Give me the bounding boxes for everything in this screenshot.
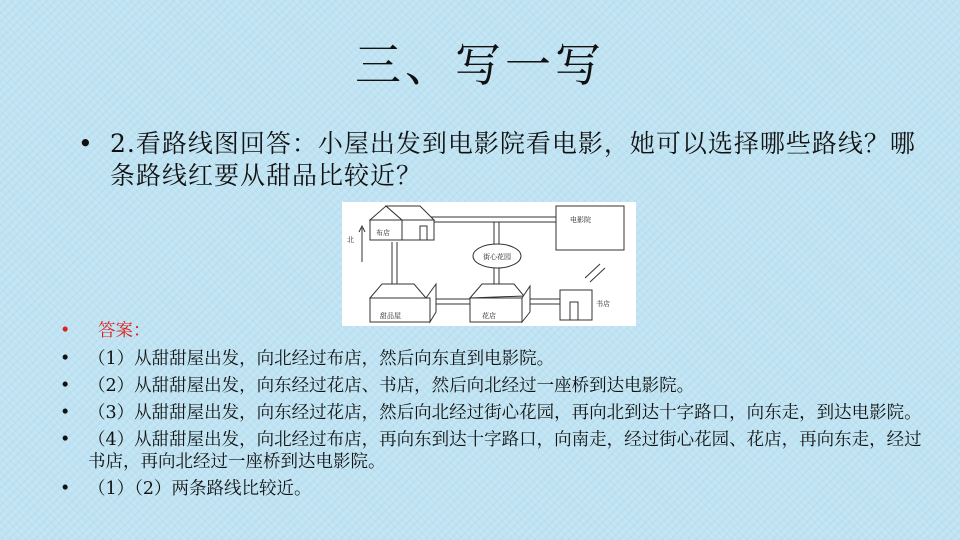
- answers-header-text: 答案：: [98, 321, 151, 341]
- answer-text: （3）从甜甜屋出发，向东经过花店，然后向北经过街心花园，再向北到达十字路口，向东走，到达电影院。: [88, 403, 922, 423]
- list-bullet: •: [60, 479, 71, 499]
- hua-dian-house-icon: [470, 284, 530, 322]
- list-bullet: •: [60, 321, 71, 341]
- answer-text: （4）从甜甜屋出发，向北经过布店，再向东到达十字路口，向南走，经过街心花园、花店，再向东走，经过书店，再向北经过一座桥到达电影院。: [88, 430, 922, 472]
- answers-list: [60, 320, 930, 500]
- list-bullet: •: [60, 430, 71, 450]
- central-garden-label: 街心花园: [483, 253, 511, 261]
- list-bullet: •: [60, 376, 71, 396]
- list-bullet: •: [60, 349, 71, 369]
- hua-dian-label: 花店: [482, 312, 496, 320]
- list-item: [60, 348, 930, 370]
- answer-text: （1）（2）两条路线比较近。: [88, 479, 312, 499]
- list-item: [60, 429, 930, 473]
- shu-dian-building-icon: [560, 290, 592, 320]
- question-text: 2.看路线图回答：小屋出发到电影院看电影，她可以选择哪些路线？哪条路线红要从甜品比较近？: [110, 129, 916, 190]
- list-bullet: •: [60, 403, 71, 423]
- tian-pin-wu-label: 甜品屋: [380, 312, 401, 320]
- cinema-building-icon: [556, 206, 624, 250]
- answer-text: （2）从甜甜屋出发，向东经过花店、书店，然后向北经过一座桥到达电影院。: [88, 376, 695, 396]
- route-map-diagram: [342, 202, 636, 326]
- bu-dian-label: 布店: [376, 229, 390, 237]
- cinema-label: 电影院: [570, 216, 591, 224]
- question-bullet: •: [78, 129, 93, 158]
- answers-header: [60, 320, 930, 342]
- list-item: [60, 478, 930, 500]
- list-item: [60, 375, 930, 397]
- slide-title: 三、写一写: [355, 38, 605, 92]
- answer-text: （1）从甜甜屋出发，向北经过布店，然后向东直到电影院。: [88, 349, 555, 369]
- list-item: [60, 402, 930, 424]
- shu-dian-label: 书店: [596, 300, 610, 308]
- north-arrow-icon: [359, 226, 365, 262]
- north-label: 北: [347, 236, 354, 244]
